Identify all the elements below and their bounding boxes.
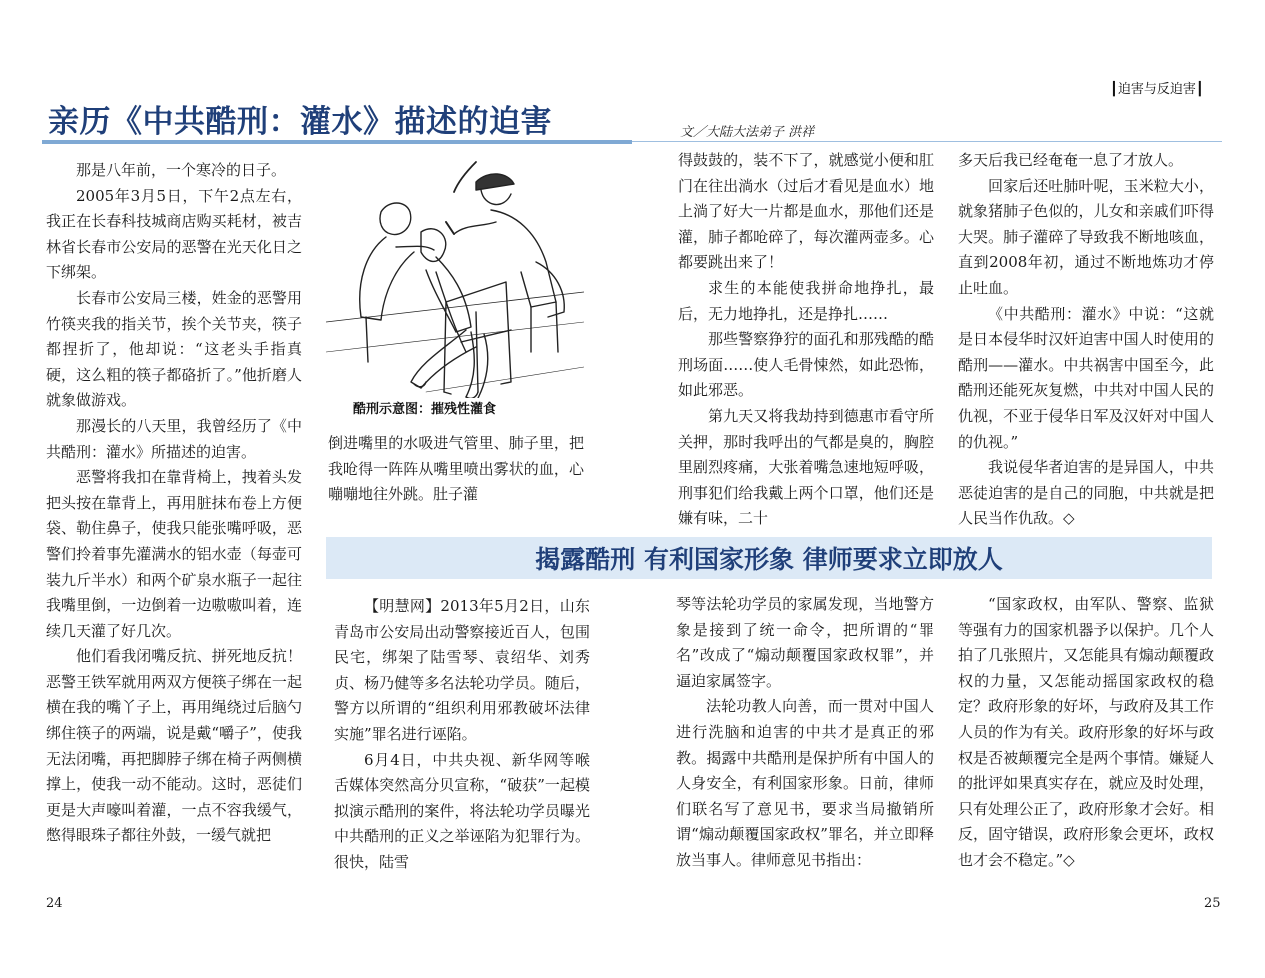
article1-column-2 [328, 431, 584, 508]
title-rule-thin [632, 141, 1222, 142]
article2-column-1 [334, 594, 590, 876]
article2-column-2 [676, 592, 934, 874]
byline: 文／大陆大法弟子 洪祥 [680, 125, 815, 140]
paragraph: 多天后我已经奄奄一息了才放人。 [958, 151, 1184, 169]
article-title: 亲历《中共酷刑：灌水》描述的迫害 [48, 104, 552, 140]
paragraph: 回家后还吐肺叶呢，玉米粒大小，就象猪肺子色似的，儿女和亲戚们吓得大哭。肺子灌碎了导致我不断地咳血，直到2008年初，通过不断地炼功才停止吐血。 [958, 176, 1214, 297]
paragraph: 第九天又将我劫持到德惠市看守所关押，那时我呼出的气都是臭的，胸腔里剧烈疼痛，大张着嘴急速地短呼吸，刑事犯们给我戴上两个口罩，他们还是嫌有味，二十 [678, 406, 934, 528]
paragraph: 那漫长的八天里，我曾经历了《中共酷刑：灌水》所描述的迫害。 [46, 416, 302, 461]
torture-illustration [326, 152, 584, 422]
paragraph: 2005年3月5日，下午2点左右，我正在长春科技城商店购买耗材，被吉林省长春市公安局的恶警在光天化日之下绑架。 [46, 186, 302, 282]
page-number-left: 24 [46, 896, 63, 911]
paragraph: 长春市公安局三楼，姓金的恶警用竹筷夹我的指关节，挨个关节夹，筷子都捏折了，他却说：“这老头手指真硬，这么粗的筷子都硌折了。”他折磨人就象做游戏。 [46, 288, 302, 410]
paragraph: 得鼓鼓的，装不下了，就感觉小便和肛门在往出淌水（过后才看见是血水）地上淌了好大一片都是血水，那他们还是灌，肺子都呛碎了，每次灌两壶多。心都要跳出来了！ [678, 151, 934, 272]
title-rule [42, 140, 632, 144]
paragraph: “国家政权，由军队、警察、监狱等强有力的国家机器予以保护。几个人拍了几张照片，又怎能具有煽动颠覆政权的力量，又怎能动摇国家政权的稳定？政府形象的好坏，与政府及其工作人员的作为有关。政府形象的好坏与政权是否被颠覆完全是两个事情。嫌疑人的批评如果真实存在，就应及时处理，只有处理公正了，政府形象才会好。相反，固守错误，政府形象会更坏，政权也才会不稳定。”◇ [958, 595, 1214, 869]
article1-column-3 [678, 148, 934, 532]
article2-title: 揭露酷刑 有利国家形象 律师要求立即放人 [535, 545, 1003, 574]
paragraph: 求生的本能使我拼命地挣扎，最后，无力地挣扎，还是挣扎…… [678, 278, 934, 323]
paragraph: 琴等法轮功学员的家属发现，当地警方象是接到了统一命令，把所谓的“罪名”改成了“煽动颠覆国家政权罪”，并逼迫家属签字。 [676, 595, 934, 690]
paragraph: 那是八年前，一个寒冷的日子。 [76, 161, 287, 179]
paragraph: 《中共酷刑：灌水》中说：“这就是日本侵华时汉奸迫害中国人时使用的酷刑——灌水。中共祸害中国至今，此酷刑还能死灰复燃，中共对中国人民的仇视，不亚于侵华日军及汉奸对中国人的仇视。” [958, 304, 1214, 451]
paragraph: 倒进嘴里的水吸进气管里、肺子里，把我呛得一阵阵从嘴里喷出雾状的血，心嘣嘣地往外跳。肚子灌 [328, 434, 584, 504]
article1-column-1 [46, 158, 302, 849]
paragraph: 那些警察狰狞的面孔和那残酷的酷刑场面……使人毛骨悚然，如此恐怖，如此邪恶。 [678, 330, 934, 400]
article1-column-4 [958, 148, 1214, 532]
page-number-right: 25 [1204, 896, 1221, 911]
paragraph: 我说侵华者迫害的是异国人，中共恶徒迫害的是自己的同胞，中共就是把人民当作仇敌。◇ [958, 458, 1214, 528]
section-tag: ┃迫害与反迫害┃ [1110, 82, 1204, 97]
paragraph: 【明慧网】2013年5月2日，山东青岛市公安局出动警察接近百人，包围民宅，绑架了陆雪琴、袁绍华、刘秀贞、杨乃健等多名法轮功学员。随后，警方以所谓的“组织利用邪教破坏法律实施”罪名进行诬陷。 [334, 597, 590, 743]
paragraph: 他们看我闭嘴反抗、拼死地反抗！恶警王铁军就用两双方便筷子绑在一起横在我的嘴丫子上，再用绳绕过后脑勺绑住筷子的两端，说是戴“嚼子”，使我无法闭嘴，再把脚脖子绑在椅子两侧横撑上，使我一动不能动。这时，恶徒们更是大声嚎叫着灌，一点不容我缓气，憋得眼珠子都往外鼓，一缓气就把 [46, 647, 302, 845]
paragraph: 6月4日，中共央视、新华网等喉舌媒体突然高分贝宣称，“破获”一起模拟演示酷刑的案件，将法轮功学员曝光中共酷刑的正义之举诬陷为犯罪行为。很快，陆雪 [334, 750, 590, 871]
illustration-caption: 酷刑示意图：摧残性灌食 [350, 398, 499, 417]
paragraph: 法轮功教人向善，而一贯对中国人进行洗脑和迫害的中共才是真正的邪教。揭露中共酷刑是保护所有中国人的人身安全，有利国家形象。日前，律师们联名写了意见书，要求当局撤销所谓“煽动颠覆国家政权”罪名，并立即释放当事人。律师意见书指出： [676, 697, 934, 869]
article2-column-3 [958, 592, 1214, 874]
paragraph: 恶警将我扣在靠背椅上，拽着头发把头按在靠背上，再用脏抹布卷上方便袋、勒住鼻子，使我只能张嘴呼吸，恶警们拎着事先灌满水的铝水壶（每壶可装九斤半水）和两个矿泉水瓶子一起往我嘴里倒，一边倒着一边嗷嗷叫着，连续几天灌了好几次。 [46, 468, 302, 640]
